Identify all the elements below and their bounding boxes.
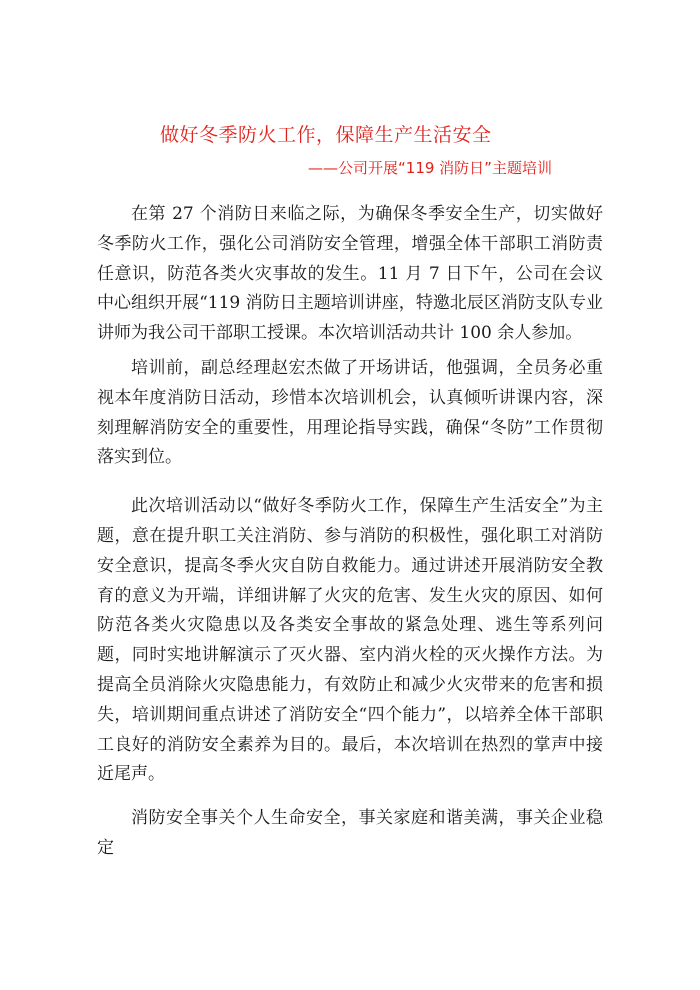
document-body bbox=[97, 200, 603, 864]
paragraph-3: 此次培训活动以“做好冬季防火工作，保障生产生活安全”为主题，意在提升职工关注消防、参与消防的积极性，强化职工对消防安全意识，提高冬季火灾自防自救能力。通过讲述开展消防安全教育的意义为开端，详细讲解了火灾的危害、发生火灾的原因、如何防范各类火灾隐患以及各类安全事故的紧急处理、逃生等系列问题，同时实地讲解演示了灭火器、室内消火栓的灭火操作方法。为提高全员消除火灾隐患能力，有效防止和减少火灾带来的危害和损失，培训期间重点讲述了消防安全“四个能力”，以培养全体干部职工良好的消防安全素养为目的。最后，本次培训在热烈的掌声中接近尾声。 bbox=[97, 496, 603, 785]
document-subtitle: ——公司开展“119 消防日”主题培训 bbox=[308, 159, 552, 177]
document-title: 做好冬季防火工作，保障生产生活安全 bbox=[160, 124, 492, 146]
paragraph-1: 在第 27 个消防日来临之际，为确保冬季安全生产，切实做好冬季防火工作，强化公司消防安全管理，增强全体干部职工消防责任意识，防范各类火灾事故的发生。11 月 7 日下午，公司在会议中心组织开展“119 消防日主题培训讲座，特邀北辰区消防支队专业讲师为我公司干部职工授课。本次培训活动共计 100 余人参加。 bbox=[97, 204, 603, 344]
paragraph-4: 消防安全事关个人生命安全，事关家庭和谐美满，事关企业稳定 bbox=[97, 808, 603, 858]
paragraph-2: 培训前，副总经理赵宏杰做了开场讲话，他强调，全员务必重视本年度消防日活动，珍惜本次培训机会，认真倾听讲课内容，深刻理解消防安全的重要性，用理论指导实践，确保“冬防”工作贯彻落实到位。 bbox=[97, 357, 603, 468]
